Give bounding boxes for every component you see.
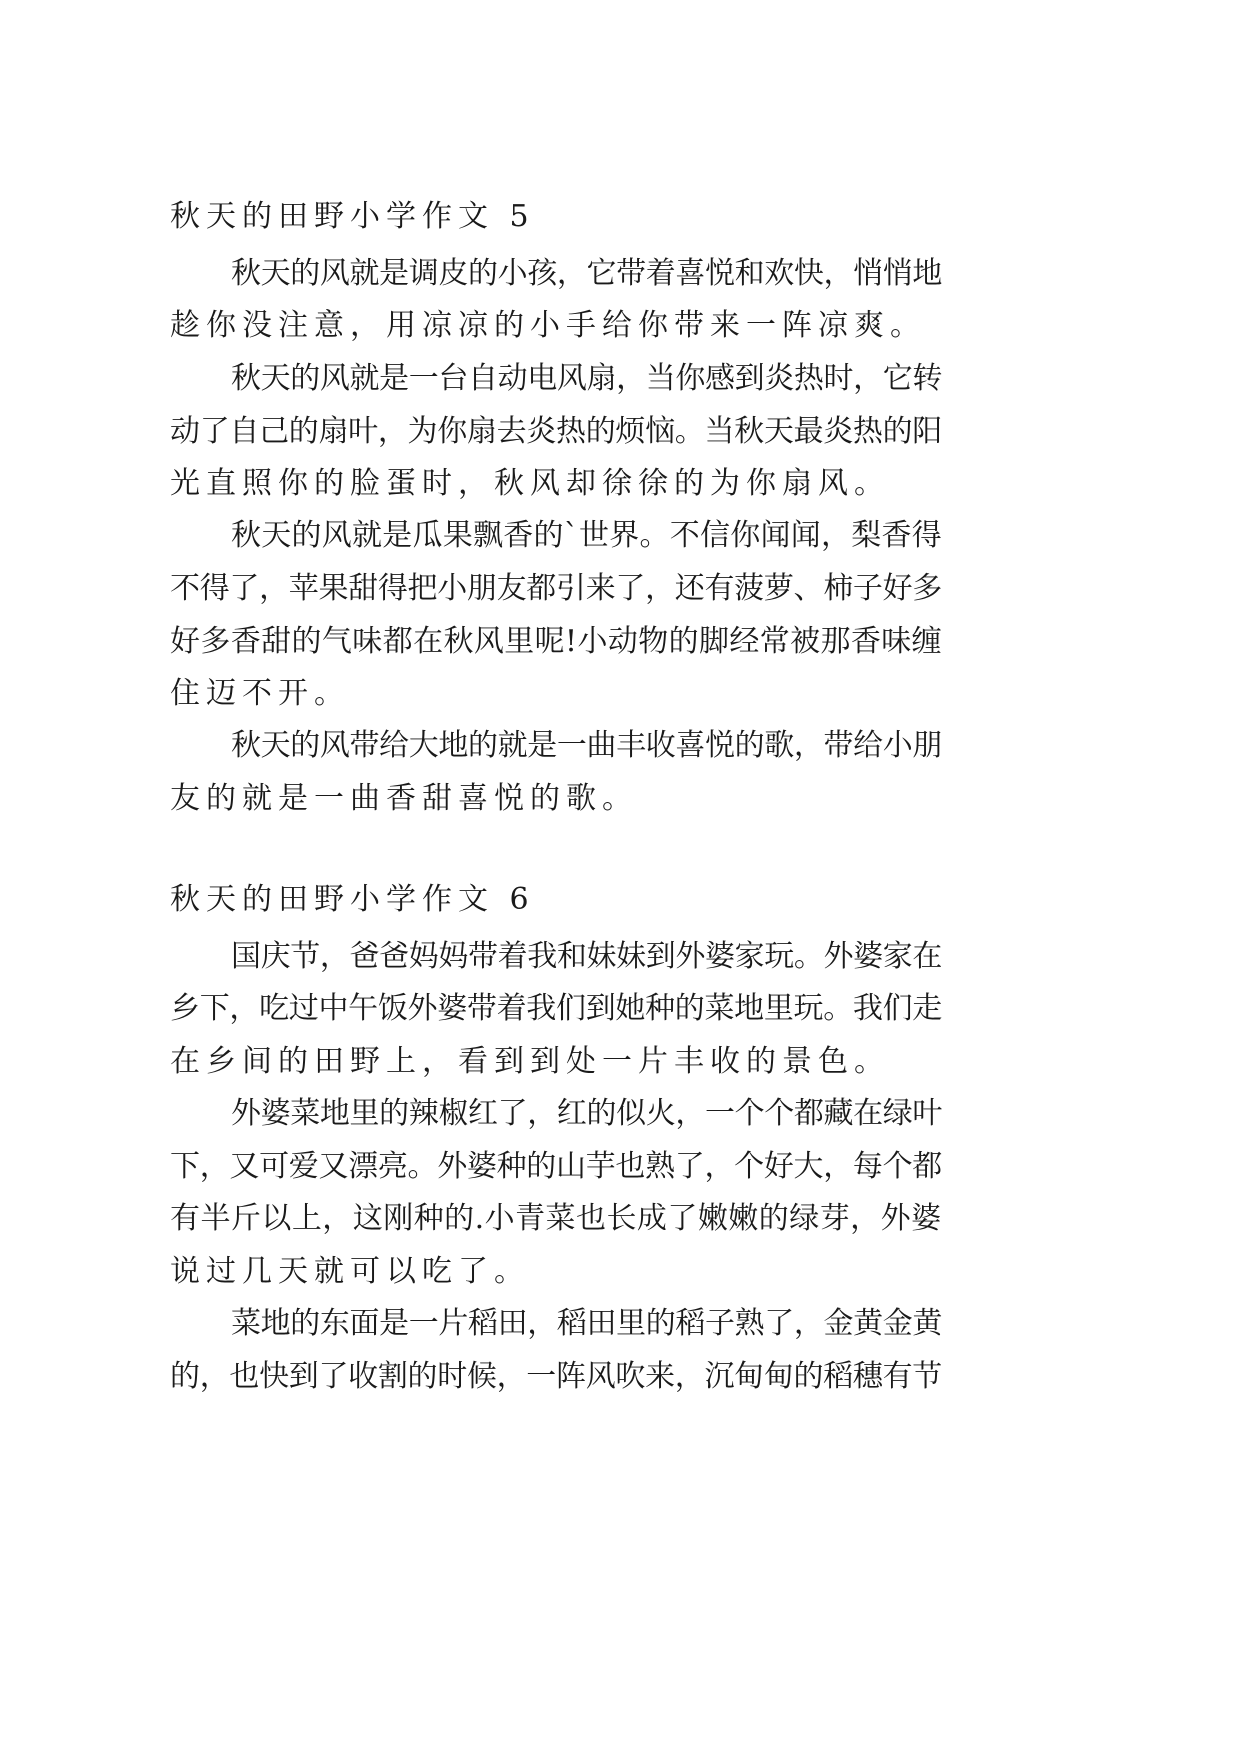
essay-5-line-9: 住迈不开。 [170, 676, 350, 711]
essay-6-line-9: 的，也快到了收割的时候，一阵风吹来，沉甸甸的稻穗有节 [170, 1359, 942, 1394]
essay-5-line-3: 秋天的风就是一台自动电风扇，当你感到炎热时，它转 [231, 361, 942, 396]
essay-5-line-11: 友的就是一曲香甜喜悦的歌。 [170, 781, 638, 816]
essay-6-line-7: 说过几天就可以吃了。 [170, 1254, 530, 1289]
essay-6-line-4: 外婆菜地里的辣椒红了，红的似火，一个个都藏在绿叶 [231, 1096, 942, 1131]
essay-6-line-1: 国庆节，爸爸妈妈带着我和妹妹到外婆家玩。外婆家在 [231, 939, 942, 974]
essay-6-line-3: 在乡间的田野上，看到到处一片丰收的景色。 [170, 1044, 890, 1079]
essay-6-line-2: 乡下，吃过中午饭外婆带着我们到她种的菜地里玩。我们走 [170, 991, 942, 1026]
essay-5-line-5: 光直照你的脸蛋时，秋风却徐徐的为你扇风。 [170, 466, 890, 501]
essay-6-line-8: 菜地的东面是一片稻田，稻田里的稻子熟了，金黄金黄 [231, 1306, 942, 1341]
essay-5-line-4: 动了自己的扇叶，为你扇去炎热的烦恼。当秋天最炎热的阳 [170, 414, 942, 449]
essay-5-line-10: 秋天的风带给大地的就是一曲丰收喜悦的歌，带给小朋 [231, 728, 942, 763]
essay-6-line-6: 有半斤以上，这刚种的.小青菜也长成了嫩嫩的绿芽，外婆 [170, 1201, 942, 1236]
essay-5-line-2: 趁你没注意，用凉凉的小手给你带来一阵凉爽。 [170, 308, 926, 343]
essay-5-line-7: 不得了，苹果甜得把小朋友都引来了，还有菠萝、柿子好多 [170, 571, 942, 606]
essay-5-line-1: 秋天的风就是调皮的小孩，它带着喜悦和欢快，悄悄地 [231, 256, 942, 291]
essay-5-title: 秋天的田野小学作文 5 [170, 199, 535, 234]
essay-5-line-8: 好多香甜的气味都在秋风里呢!小动物的脚经常被那香味缠 [170, 624, 943, 659]
essay-6-title: 秋天的田野小学作文 6 [170, 882, 535, 917]
essay-5-line-6: 秋天的风就是瓜果飘香的`世界。不信你闻闻，梨香得 [231, 518, 942, 553]
essay-6-line-5: 下，又可爱又漂亮。外婆种的山芋也熟了，个好大，每个都 [170, 1149, 942, 1184]
